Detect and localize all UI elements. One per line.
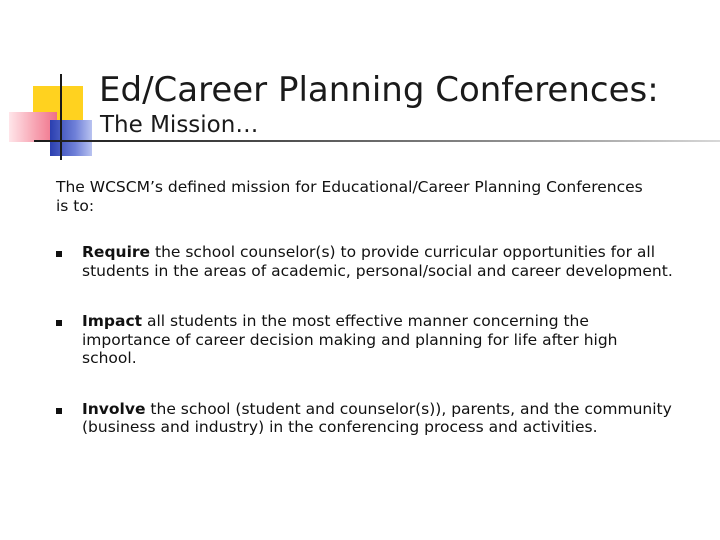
- bullet-text: [82, 243, 673, 280]
- bullet-keyword: Involve: [82, 399, 146, 418]
- logo-blue-square: [50, 120, 92, 156]
- bullet-item-require: [56, 243, 676, 280]
- bullet-text: [82, 312, 618, 367]
- bullet-body: all students in the most effective manner concerning the importance of career decision making and planning for life after high school.: [82, 312, 618, 367]
- bullet-square-icon: [56, 251, 62, 257]
- bullet-body: the school (student and counselor(s)), parents, and the community (business and industry) in the conferencing process and activities.: [82, 399, 672, 436]
- bullet-item-impact: [56, 312, 676, 368]
- logo-vertical-rule: [60, 74, 62, 160]
- slide-subtitle: The Mission…: [100, 112, 259, 138]
- bullet-body: the school counselor(s) to provide curricular opportunities for all students in the areas of academic, personal/social and career development.: [82, 243, 673, 280]
- mission-bullet-list: [56, 243, 676, 437]
- bullet-keyword: Impact: [82, 312, 143, 330]
- bullet-keyword: Require: [82, 243, 151, 261]
- title-divider-rule: [34, 140, 720, 142]
- bullet-square-icon: [56, 320, 62, 326]
- bullet-item-involve: [56, 400, 676, 437]
- slide-title: Ed/Career Planning Conferences:: [99, 70, 659, 110]
- bullet-square-icon: [56, 408, 62, 414]
- bullet-text: [82, 400, 672, 437]
- intro-text: The WCSCM’s defined mission for Educational/Career Planning Conferences is to:: [56, 178, 643, 215]
